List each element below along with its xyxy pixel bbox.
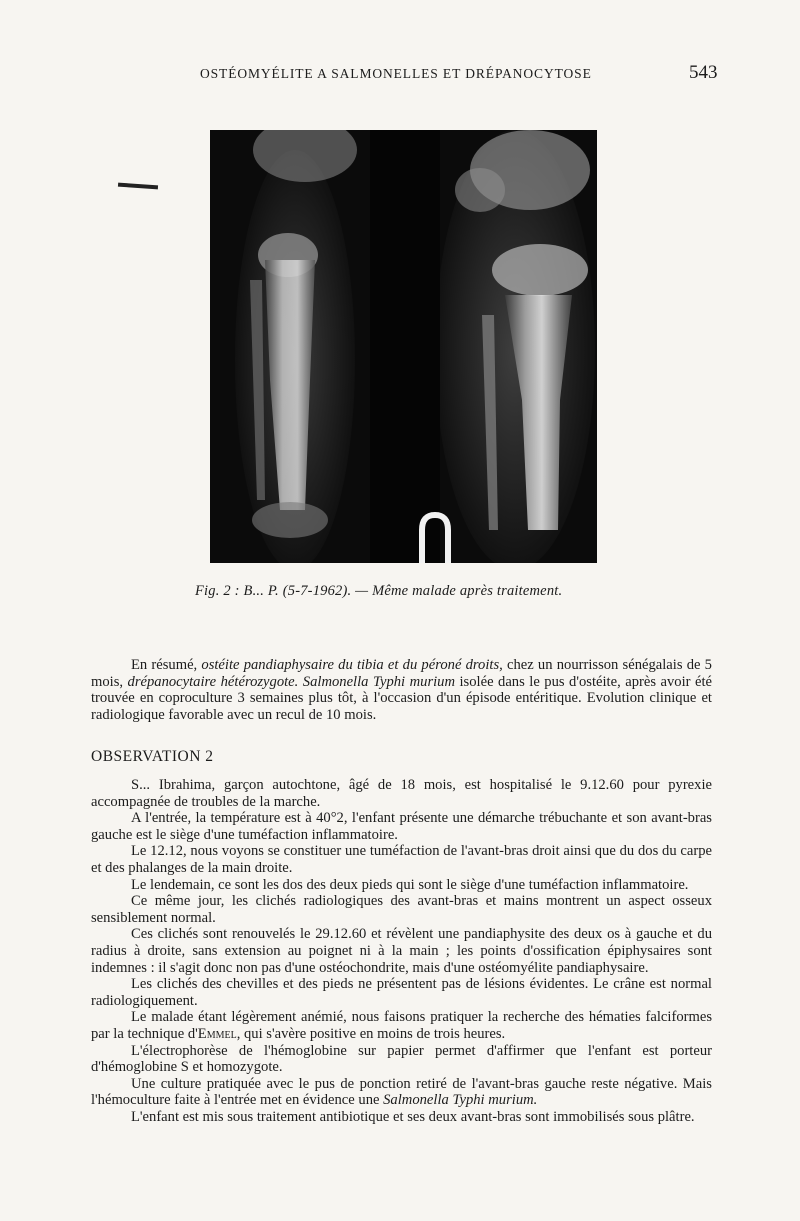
- observation-paragraph: L'enfant est mis sous traitement antibiotique et ses deux avant-bras sont immobilisés sous plâtre.: [131, 1108, 695, 1125]
- summary-paragraph: [91, 657, 712, 723]
- page-number: 543: [689, 62, 718, 83]
- observation-paragraph: Ces clichés sont renouvelés le 29.12.60 et révèlent une pandiaphysite des deux os à gauche et du radius à droite, sans extension au poignet ni à la main ; les points d'ossification épiphysaires sont indemnes : il s'agit donc non pas d'une ostéochondrite, mais d'une ostéomyélite pandiaphysaire.: [91, 926, 712, 976]
- figure-caption: Fig. 2 : B... P. (5-7-1962). — Même malade après traitement.: [195, 583, 563, 599]
- running-title: OSTÉOMYÉLITE A SALMONELLES ET DRÉPANOCYTOSE: [200, 66, 592, 81]
- observation-paragraph: Le malade étant légèrement anémié, nous faisons pratiquer la recherche des hématies falciformes par la technique d'Emmel, qui s'avère positive en moins de trois heures.: [91, 1009, 712, 1042]
- observation-paragraph: Le 12.12, nous voyons se constituer une tuméfaction de l'avant-bras droit ainsi que du dos du carpe et des phalanges de la main droite.: [91, 843, 712, 876]
- observation-text: [91, 777, 712, 1125]
- observation-paragraph: Une culture pratiquée avec le pus de ponction retiré de l'avant-bras gauche reste négative. Mais l'hémoculture faite à l'entrée met en évidence une Salmonella Typhi murium.: [91, 1075, 712, 1109]
- observation-paragraph: Les clichés des chevilles et des pieds ne présentent pas de lésions évidentes. Le crâne est normal radiologiquement.: [91, 976, 712, 1009]
- section-heading: OBSERVATION 2: [91, 748, 214, 765]
- observation-paragraph: A l'entrée, la température est à 40°2, l'enfant présente une démarche trébuchante et son avant-bras gauche est le siège d'une tuméfaction inflammatoire.: [91, 810, 712, 843]
- observation-paragraph: Ce même jour, les clichés radiologiques des avant-bras et mains montrent un aspect osseux sensiblement normal.: [91, 893, 712, 926]
- observation-paragraph: Le lendemain, ce sont les dos des deux pieds qui sont le siège d'une tuméfaction inflammatoire.: [131, 876, 689, 893]
- xray-figure: [210, 130, 597, 563]
- summary-text: En résumé, ostéite pandiaphysaire du tibia et du péroné droits, chez un nourrisson sénégalais de 5 mois, drépanocytaire hétérozygote. Salmonella Typhi murium isolée dans le pus d'ostéite, après avoir été trouvée en coproculture 3 semaines plus tôt, à l'occasion d'un épisode entéritique. Evolution clinique et radiologique favorable avec un recul de 10 mois.: [91, 657, 712, 723]
- xray-image: [210, 130, 597, 563]
- page-header: [0, 64, 800, 88]
- observation-paragraph: S... Ibrahima, garçon autochtone, âgé de 18 mois, est hospitalisé le 9.12.60 pour pyrexie accompagnée de troubles de la marche.: [91, 777, 712, 810]
- observation-paragraph: L'électrophorèse de l'hémoglobine sur papier permet d'affirmer que l'enfant est porteur d'hémoglobine S et homozygote.: [91, 1042, 712, 1076]
- author-name: Emmel: [197, 1025, 237, 1042]
- scan-mark: [118, 183, 158, 190]
